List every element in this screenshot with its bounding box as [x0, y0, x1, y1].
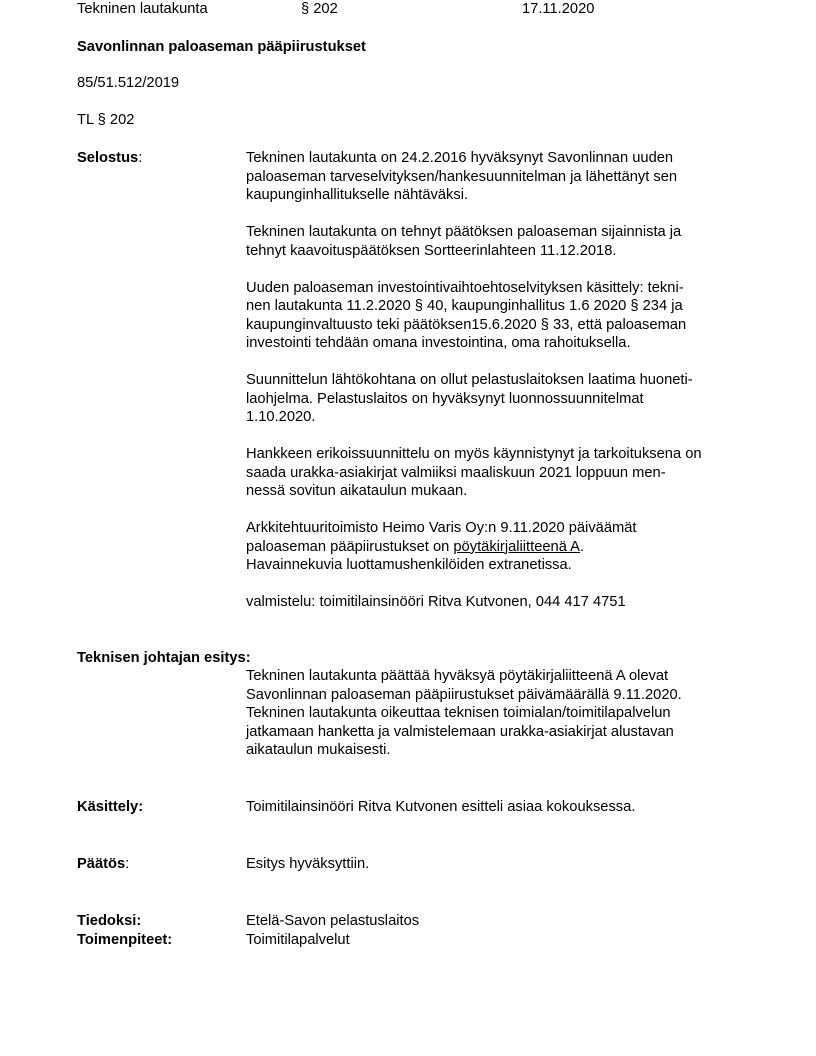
- paatos-label-suffix: :: [125, 856, 130, 872]
- text-line: laohjelma. Pelastuslaitos on hyväksynyt luonnossuunnitelmat: [246, 390, 644, 407]
- text-line: Tekninen lautakunta on 24.2.2016 hyväksynyt Savonlinnan uuden: [246, 150, 674, 166]
- header-date: 17.11.2020: [522, 1, 595, 17]
- text-line: kaupunginvaltuusto teki päätöksen15.6.2020 § 33, että paloaseman: [246, 316, 687, 333]
- case-number: 85/51.512/2019: [77, 75, 180, 91]
- text-line: Savonlinnan paloaseman pääpiirustukset päivämäärällä 9.11.2020.: [246, 686, 682, 703]
- selostus-label-text: Selostus: [77, 150, 139, 166]
- selostus-paragraph-4: [246, 371, 746, 427]
- tiedoksi-label: Tiedoksi:: [77, 913, 142, 929]
- attachment-a-link[interactable]: pöytäkirjaliitteenä A: [453, 538, 580, 555]
- text-line: saada urakka-asiakirjat valmiiksi maaliskuun 2021 loppuun men-: [246, 464, 666, 481]
- text-line: paloaseman tarveselvityksen/hankesuunnitelman ja lähettänyt sen: [246, 168, 678, 185]
- text-line: Arkkitehtuuritoimisto Heimo Varis Oy:n 9.11.2020 päiväämät: [246, 520, 637, 536]
- selostus-paragraph-2: [246, 223, 746, 260]
- text-line: Tekninen lautakunta päättää hyväksyä pöytäkirjaliitteenä A olevat: [246, 668, 669, 684]
- text-fragment: paloaseman pääpiirustukset on: [246, 538, 454, 555]
- selostus-paragraph-1: [246, 149, 746, 205]
- text-line: investointi tehdään omana investointina, oma rahoituksella.: [246, 335, 631, 351]
- header-section: § 202: [301, 1, 338, 17]
- text-line: valmistelu: toimitilainsinööri Ritva Kutvonen, 044 417 4751: [246, 594, 626, 610]
- reference: TL § 202: [77, 112, 135, 128]
- text-line: Tekninen lautakunta oikeuttaa teknisen toimialan/toimitilapalvelun: [246, 705, 671, 721]
- toimenpiteet-label: Toimenpiteet:: [77, 932, 173, 948]
- toimenpiteet-text: Toimitilapalvelut: [246, 932, 350, 948]
- selostus-label: [77, 149, 142, 167]
- text-line: Uuden paloaseman investointivaihtoehtoselvityksen käsittely: tekni-: [246, 279, 684, 296]
- text-line: Suunnittelun lähtökohtana on ollut pelastuslaitoksen laatima huoneti-: [246, 372, 693, 388]
- text-line: nessä sovitun aikataulun mukaan.: [246, 483, 468, 499]
- text-line: jatkamaan hanketta ja valmistelemaan urakka-asiakirjat alustavan: [246, 723, 674, 740]
- text-line: Havainnekuvia luottamushenkilöiden extranetissa.: [246, 557, 572, 573]
- text-line: aikataulun mukaisesti.: [246, 742, 391, 758]
- selostus-paragraph-5: [246, 445, 746, 501]
- text-fragment: .: [579, 538, 585, 555]
- proposal-label: Teknisen johtajan esitys:: [77, 650, 251, 666]
- kasittely-label: Käsittely:: [77, 799, 144, 815]
- selostus-paragraph-3: [246, 279, 746, 353]
- paatos-label: [77, 855, 129, 873]
- tiedoksi-text: Etelä-Savon pelastuslaitos: [246, 913, 420, 929]
- text-line: kaupunginhallitukselle nähtäväksi.: [246, 187, 469, 203]
- proposal-body: [246, 667, 746, 760]
- text-line: [246, 538, 746, 557]
- selostus-label-suffix: :: [138, 150, 143, 166]
- text-line: 1.10.2020.: [246, 409, 316, 425]
- kasittely-text: Toimitilainsinööri Ritva Kutvonen esitteli asiaa kokouksessa.: [246, 799, 636, 815]
- selostus-paragraph-attachment: [246, 519, 746, 575]
- text-line: nen lautakunta 11.2.2020 § 40, kaupunginhallitus 1.6 2020 § 234 ja: [246, 298, 683, 314]
- text-line: tehnyt kaavoituspäätöksen Sortteerinlahteen 11.12.2018.: [246, 242, 617, 259]
- text-line: Tekninen lautakunta on tehnyt päätöksen paloaseman sijainnista ja: [246, 224, 682, 240]
- selostus-body: [246, 149, 746, 612]
- document-title: Savonlinnan paloaseman pääpiirustukset: [77, 39, 366, 55]
- header-committee: Tekninen lautakunta: [77, 1, 208, 17]
- text-line: Hankkeen erikoissuunnittelu on myös käynnistynyt ja tarkoituksena on: [246, 446, 702, 462]
- preparer-line: [246, 593, 746, 612]
- paatos-label-text: Päätös: [77, 856, 126, 872]
- paatos-text: Esitys hyväksyttiin.: [246, 856, 370, 872]
